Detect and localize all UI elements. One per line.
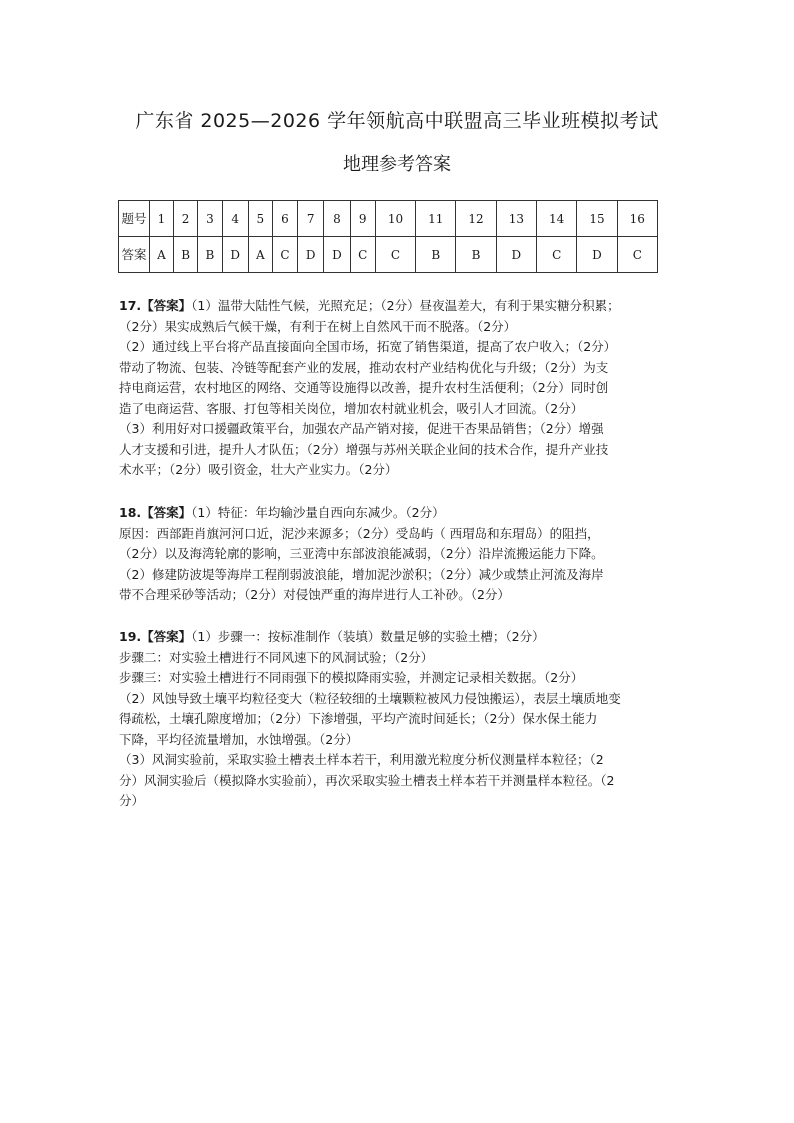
answer-cell: B — [198, 237, 222, 273]
question-number-cell: 14 — [537, 201, 577, 237]
question-number-cell: 7 — [298, 201, 324, 237]
answer-cell: B — [173, 237, 197, 273]
question-number-cell: 11 — [416, 201, 456, 237]
question-number-cell: 16 — [617, 201, 657, 237]
answer-cell: D — [324, 237, 350, 273]
answer-line: 原因：西部距肖旗河河口近，泥沙来源多；（2分）受岛屿（ 西瑁岛和东瑁岛）的阻挡， — [119, 525, 600, 541]
answer-cell: B — [416, 237, 456, 273]
question-number-cell: 13 — [496, 201, 536, 237]
answer-line: （2分）果实成熟后气候干燥，有利于在树上自然风干而不脱落。（2分） — [119, 318, 517, 334]
question-number: 18. — [119, 505, 142, 520]
answer-cell: B — [456, 237, 496, 273]
answer-cell: A — [248, 237, 272, 273]
answer-line: （2）通过线上平台将产品直接面向全国市场，拓宽了销售渠道，提高了农户收入；（2分） — [119, 339, 617, 354]
question-number-cell: 5 — [248, 201, 272, 237]
question-number-row — [119, 201, 658, 237]
question-number-cell: 10 — [375, 201, 415, 237]
question-number: 17. — [119, 298, 142, 313]
row-header-question-number: 题号 — [119, 201, 150, 237]
answer-cell: C — [375, 237, 415, 273]
answer-cell: C — [617, 237, 657, 273]
answer-cell: D — [577, 237, 617, 273]
answer-line: （3）风洞实验前，采取实验土槽表土样本若干，利用激光粒度分析仪测量样本粒径；（2 — [119, 752, 604, 767]
answer-line: （3）利用好对口援疆政策平台，加强农产品产销对接，促进干杏果品销售；（2分）增强 — [119, 421, 604, 436]
document-title: 广东省 2025—2026 学年领航高中联盟高三毕业班模拟考试 — [135, 110, 659, 132]
question-number-cell: 4 — [222, 201, 248, 237]
question-number-cell: 9 — [350, 201, 375, 237]
answer-line: 造了电商运营、客服、打包等相关岗位，增加农村就业机会，吸引人才回流。（2分） — [119, 400, 584, 416]
answer-line: 17.【答案】（1）温带大陆性气候，光照充足；（2分）昼夜温差大，有利于果实糖分积累； — [119, 298, 620, 313]
answer-line: 分） — [119, 793, 145, 808]
question-number: 19. — [119, 629, 142, 644]
answer-line: 步骤三：对实验土槽进行不同雨强下的模拟降雨实验，并测定记录相关数据。（2分） — [119, 670, 584, 685]
question-17-answer — [119, 296, 689, 481]
question-number-cell: 8 — [324, 201, 350, 237]
answer-line: 带动了物流、包装、冷链等配套产业的发展，推动农村产业结构优化与升级；（2分）为支 — [119, 359, 609, 375]
question-number-cell: 15 — [577, 201, 617, 237]
answer-line: （2分）以及海湾轮廓的影响，三亚湾中东部波浪能减弱，（2分）沿岸流搬运能力下降。 — [119, 546, 604, 561]
question-number-cell: 1 — [150, 201, 174, 237]
answer-row — [119, 237, 658, 273]
question-number-cell: 3 — [198, 201, 222, 237]
answer-table — [118, 200, 658, 273]
answer-line: 18.【答案】（1）特征：年均输沙量自西向东减少。（2分） — [119, 505, 445, 520]
answer-cell: D — [496, 237, 536, 273]
answer-line: 术水平；（2分）吸引资金，壮大产业实力。（2分） — [119, 462, 398, 477]
answer-line: 步骤二：对实验土槽进行不同风速下的风洞试验；（2分） — [119, 649, 434, 665]
answer-tag: 【答案】 — [141, 505, 192, 520]
question-18-answer — [119, 503, 689, 606]
answer-tag: 【答案】 — [141, 629, 192, 644]
answer-line: 得疏松，土壤孔隙度增加；（2分）下渗增强，平均产流时间延长；（2分）保水保土能力 — [119, 711, 598, 726]
question-number-cell: 12 — [456, 201, 496, 237]
answer-line: 持电商运营，农村地区的网络、交通等设施得以改善，提升农村生活便利；（2分）同时创 — [119, 380, 609, 395]
answer-line: 分）风洞实验后（模拟降水实验前），再次采取实验土槽表土样本若干并测量样本粒径。（2 — [119, 772, 615, 788]
question-19-answer — [119, 627, 689, 812]
answer-line: （2）风蚀导致土壤平均粒径变大（粒径较细的土壤颗粒被风力侵蚀搬运），表层土壤质地变 — [119, 690, 621, 706]
answer-line: （2）修建防波堤等海岸工程削弱波浪能，增加泥沙淤积；（2分）减少或禁止河流及海岸 — [119, 566, 604, 582]
row-header-answer: 答案 — [119, 237, 150, 273]
answer-line: 19.【答案】（1）步骤一：按标准制作（装填）数量足够的实验土槽；（2分） — [119, 629, 545, 644]
answer-line: 下降，平均径流量增加，水蚀增强。（2分） — [119, 731, 359, 747]
question-number-cell: 6 — [272, 201, 297, 237]
answer-cell: A — [150, 237, 174, 273]
answer-cell: C — [537, 237, 577, 273]
answer-tag: 【答案】 — [141, 298, 192, 313]
answer-cell: D — [222, 237, 248, 273]
answer-line: 带不合理采砂等活动；（2分）对侵蚀严重的海岸进行人工补砂。（2分） — [119, 587, 510, 602]
answer-cell: C — [272, 237, 297, 273]
document-subtitle: 地理参考答案 — [343, 154, 451, 175]
question-number-cell: 2 — [173, 201, 197, 237]
answer-cell: C — [350, 237, 375, 273]
answer-cell: D — [298, 237, 324, 273]
answer-line: 人才支援和引进，提升人才队伍；（2分）增强与苏州关联企业间的技术合作，提升产业技 — [119, 441, 609, 457]
